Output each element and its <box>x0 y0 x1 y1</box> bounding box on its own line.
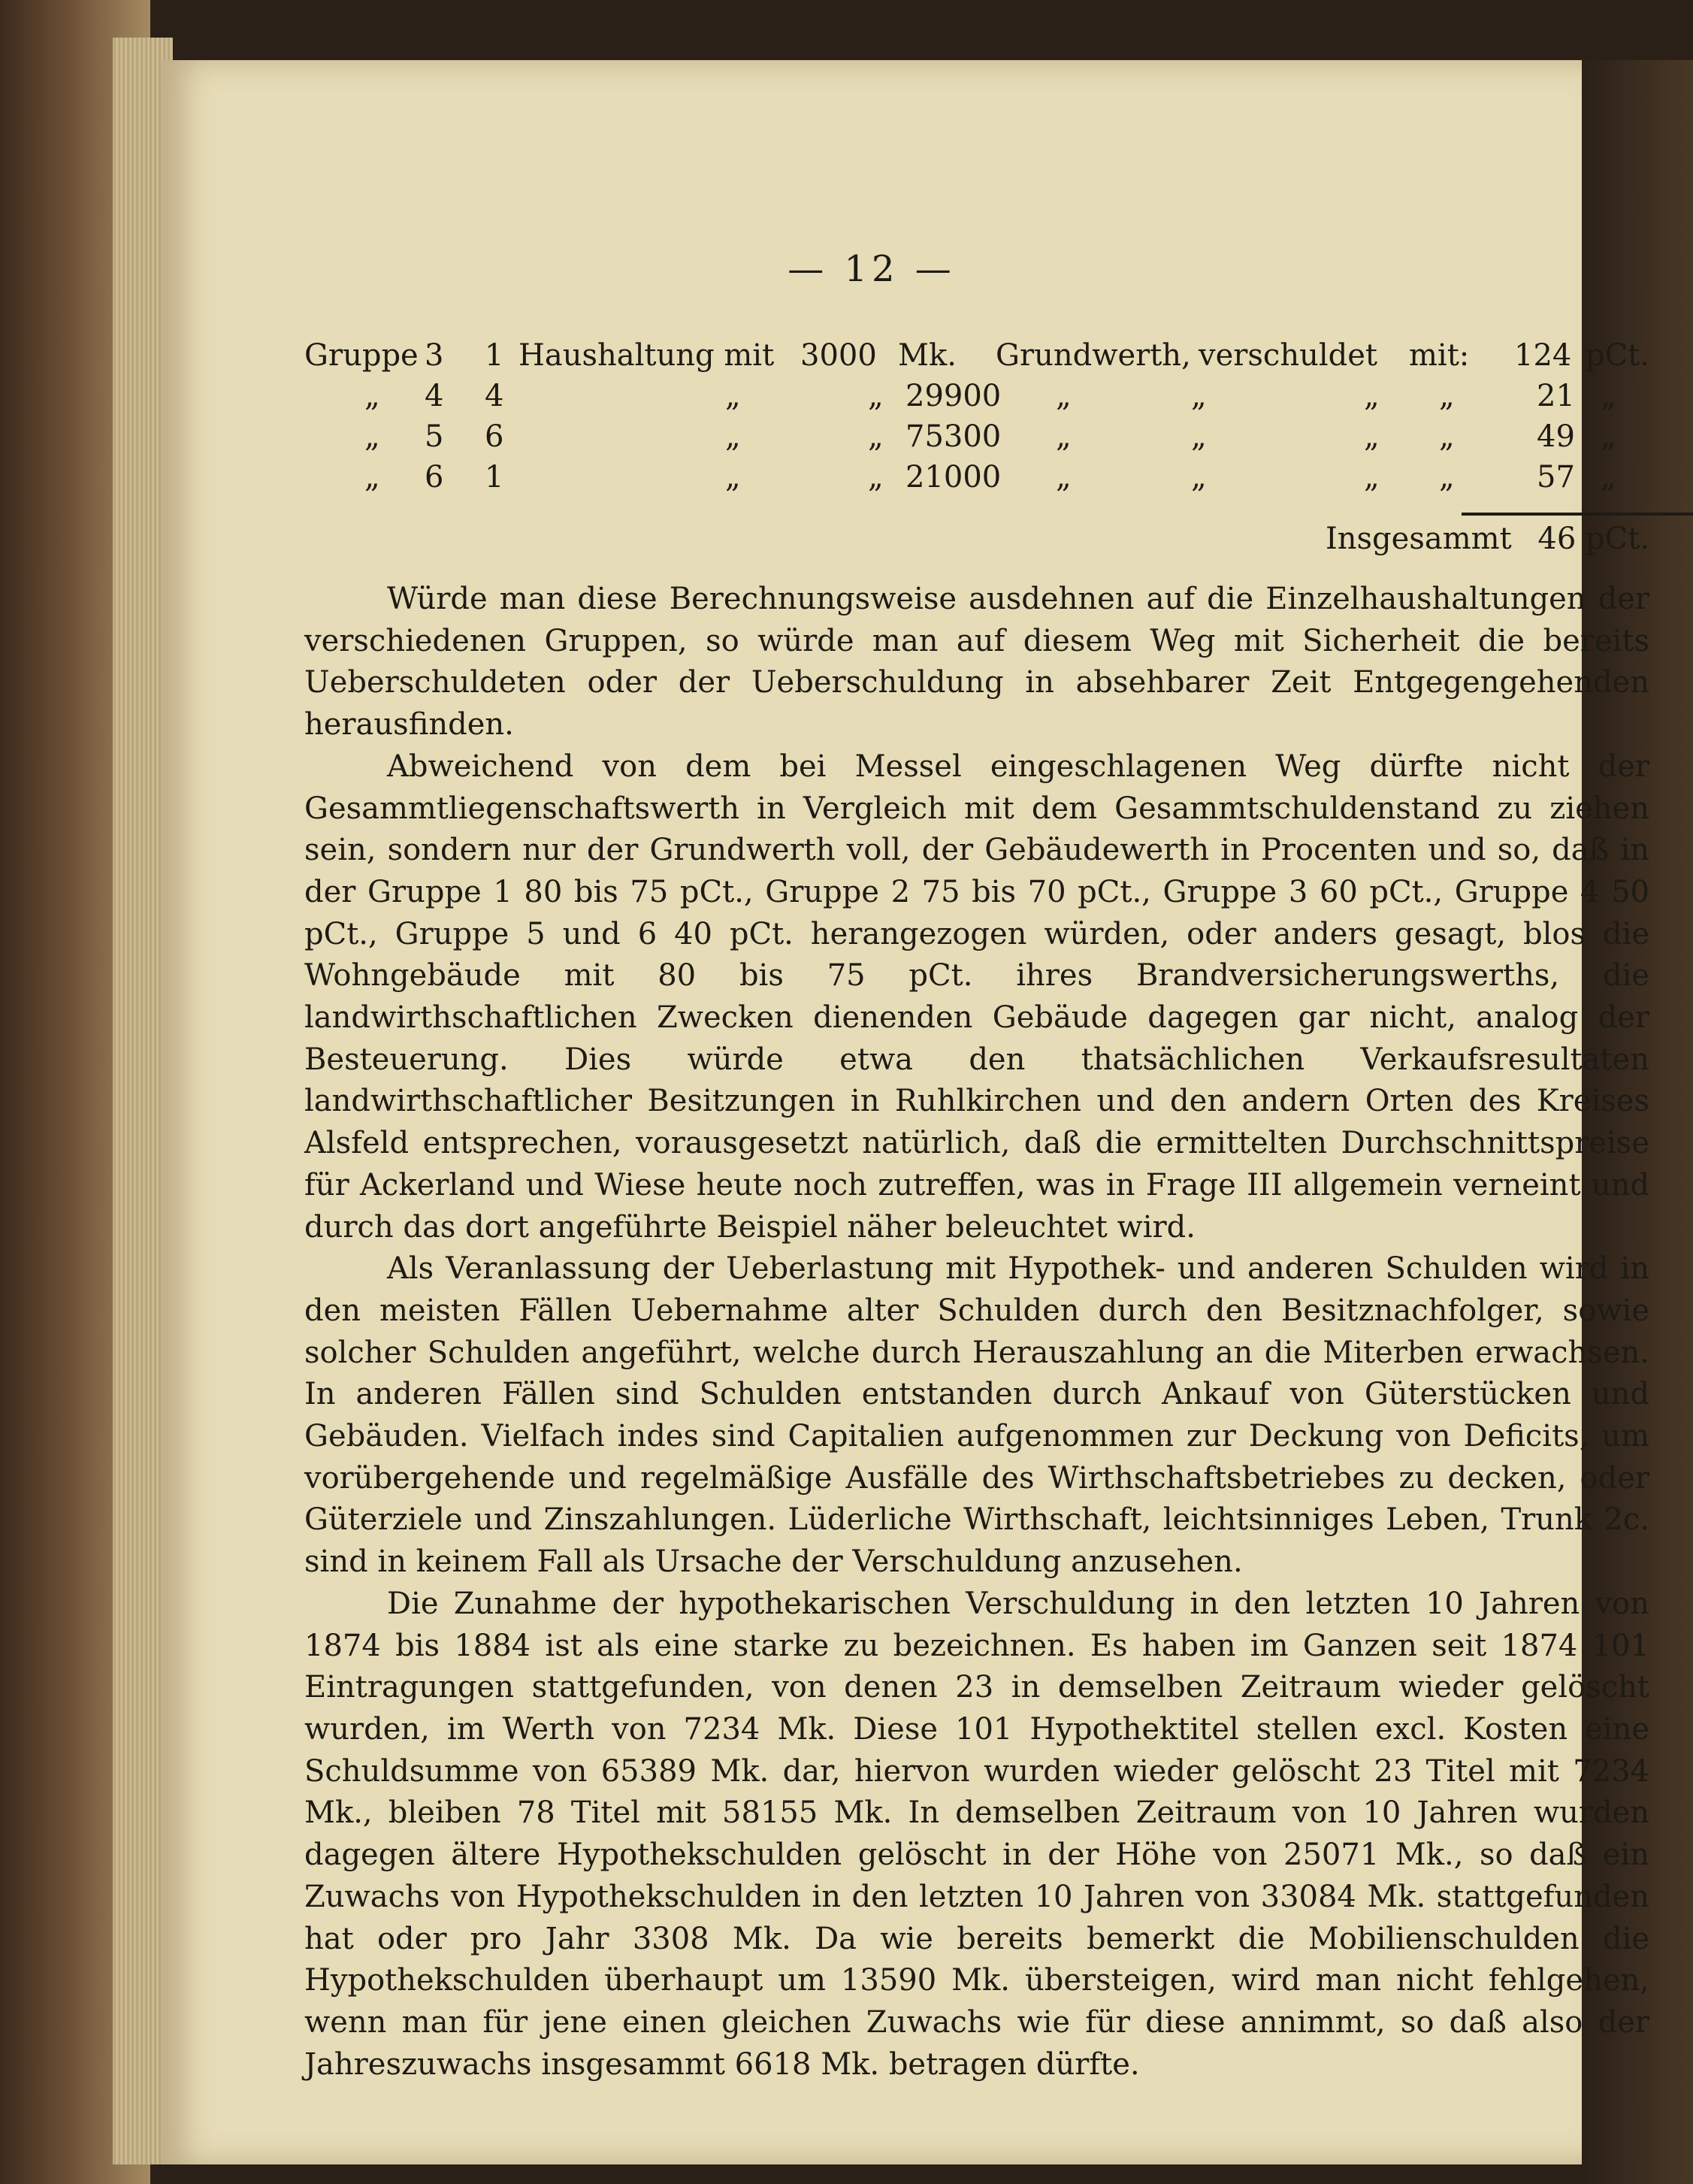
paragraph: Abweichend von dem bei Messel eingeschlagenen Weg dürfte nicht der Gesammtliegenschaftswerth in Vergleich mit dem Gesammtschuldenstand zu ziehen sein, sondern nur der Grundwerth voll, der Gebäudewerth in Procenten und so, daß in der Gruppe 1 80 bis 75 pCt., Gruppe 2 75 bis 70 pCt., Gruppe 3 60 pCt., Gruppe 4 50 pCt., Gruppe 5 und 6 40 pCt. herangezogen würden, oder anders gesagt, blos die Wohngebäude mit 80 bis 75 pCt. ihres Brandversicherungswerths, die landwirthschaftlichen Zwecken dienenden Gebäude dagegen gar nicht, analog der Besteuerung. Dies würde etwa den thatsächlichen Verkaufsresultaten landwirthschaftlicher Besitzungen in Ruhlkirchen und den andern Orten des Kreises Alsfeld entsprechen, vorausgesetzt natürlich, daß die ermittelten Durchschnittspreise für Ackerland und Wiese heute noch zutreffen, was in Frage III allgemein verneint und durch das dort angeführte Beispiel näher beleuchtet wird. <box>304 749 1649 1245</box>
table-cell: 29900 <box>905 379 1002 413</box>
table-cell: verschuldet <box>1199 338 1377 373</box>
table-cell: 75300 <box>905 419 1002 454</box>
table-cell: „ <box>1364 379 1380 413</box>
table-cell: „ <box>868 379 884 413</box>
table-cell: Grundwerth, <box>996 338 1191 373</box>
table-row <box>304 379 1649 419</box>
table-cell: „ <box>1601 379 1616 413</box>
total-rule <box>1462 513 1693 516</box>
table-cell: Mk. <box>898 338 957 373</box>
paragraph: Die Zunahme der hypothekarischen Verschuldung in den letzten 10 Jahren von 1874 bis 1884 ist als eine starke zu bezeichnen. Es haben im Ganzen seit 1874 101 Eintragungen stattgefunden, von denen 23 in demselben Zeitraum wieder gelöscht wurden, im Werth von 7234 Mk. Diese 101 Hypothektitel stellen excl. Kosten eine Schuldsumme von 65389 Mk. dar, hiervon wurden wieder gelöscht 23 Titel mit 7234 Mk., bleiben 78 Titel mit 58155 Mk. In demselben Zeitraum von 10 Jahren wurden dagegen ältere Hypothekschulden gelöscht in der Höhe von 25071 Mk., so daß ein Zuwachs von Hypothekschulden in den letzten 10 Jahren von 33084 Mk. stattgefunden hat oder pro Jahr 3308 Mk. Da wie bereits bemerkt die Mobilienschulden die Hypothekschulden überhaupt um 13590 Mk. übersteigen, wird man nicht fehlgehen, wenn man für jene einen gleichen Zuwachs wie für diese annimmt, so daß also der Jahreszuwachs insgesammt 6618 Mk. betragen dürfte. <box>304 1586 1649 2082</box>
debt-table <box>304 338 1649 556</box>
table-cell: 4 <box>485 379 504 413</box>
table-cell: „ <box>1191 460 1207 495</box>
table-cell: „ <box>868 460 884 495</box>
table-cell: „ <box>1364 460 1380 495</box>
table-row <box>304 460 1649 501</box>
table-cell: „ <box>1439 460 1455 495</box>
total-label: Insgesammt <box>1325 522 1512 556</box>
table-cell: „ <box>725 419 741 454</box>
table-cell: 1 <box>485 460 504 495</box>
table-cell: „ <box>364 379 380 413</box>
table-cell: „ <box>1439 379 1455 413</box>
book-page <box>162 60 1649 2164</box>
table-cell: Gruppe <box>304 338 419 373</box>
table-cell: „ <box>1056 379 1072 413</box>
table-cell: „ <box>364 460 380 495</box>
table-row <box>304 338 1649 379</box>
table-cell: „ <box>868 419 884 454</box>
table-cell: pCt. <box>1586 338 1649 373</box>
table-cell: 21 <box>1537 379 1575 413</box>
table-total <box>1326 522 1649 556</box>
table-cell: 3000 <box>800 338 877 373</box>
table-cell: „ <box>1601 419 1616 454</box>
table-cell: 21000 <box>905 460 1002 495</box>
table-cell: 6 <box>425 460 444 495</box>
table-row <box>304 419 1649 460</box>
table-cell: „ <box>1601 460 1616 495</box>
table-cell: „ <box>1191 379 1207 413</box>
paragraph: Als Veranlassung der Ueberlastung mit Hypothek- und anderen Schulden wird in den meisten Fällen Uebernahme alter Schulden durch den Besitznachfolger, sowie solcher Schulden angeführt, welche durch Herauszahlung an die Miterben erwachsen. In anderen Fällen sind Schulden entstanden durch Ankauf von Güterstücken und Gebäuden. Vielfach indes sind Capitalien aufgenommen zur Deckung von Deficits, um vorübergehende und regelmäßige Ausfälle des Wirthschaftsbetriebes zu decken, oder Güterziele und Zinszahlungen. Lüderliche Wirthschaft, leichtsinniges Leben, Trunk 2c. sind in keinem Fall als Ursache der Verschuldung anzusehen. <box>304 1251 1649 1580</box>
table-cell: Haushaltung mit <box>518 338 775 373</box>
table-cell: „ <box>1191 419 1207 454</box>
table-cell: „ <box>1364 419 1380 454</box>
table-cell: 49 <box>1537 419 1575 454</box>
table-cell: 3 <box>425 338 444 373</box>
total-value: 46 pCt. <box>1537 522 1649 556</box>
page-number: — 12 — <box>788 248 956 290</box>
table-cell: „ <box>1439 419 1455 454</box>
table-cell: 57 <box>1537 460 1575 495</box>
table-cell: 6 <box>485 419 504 454</box>
table-cell: „ <box>725 379 741 413</box>
table-cell: 1 <box>485 338 504 373</box>
table-cell: „ <box>1056 419 1072 454</box>
body-text <box>304 579 1649 2086</box>
table-cell: „ <box>725 460 741 495</box>
table-cell: „ <box>1056 460 1072 495</box>
table-cell: 4 <box>425 379 444 413</box>
table-cell: 5 <box>425 419 444 454</box>
paragraph: Würde man diese Berechnungsweise ausdehnen auf die Einzelhaushaltungen der verschiedenen Gruppen, so würde man auf diesem Weg mit Sicherheit die bereits Ueberschuldeten oder der Ueberschuldung in absehbarer Zeit Entgegengehenden herausfinden. <box>304 582 1649 743</box>
table-cell: mit: <box>1409 338 1470 373</box>
table-cell: 124 <box>1514 338 1572 373</box>
table-cell: „ <box>364 419 380 454</box>
